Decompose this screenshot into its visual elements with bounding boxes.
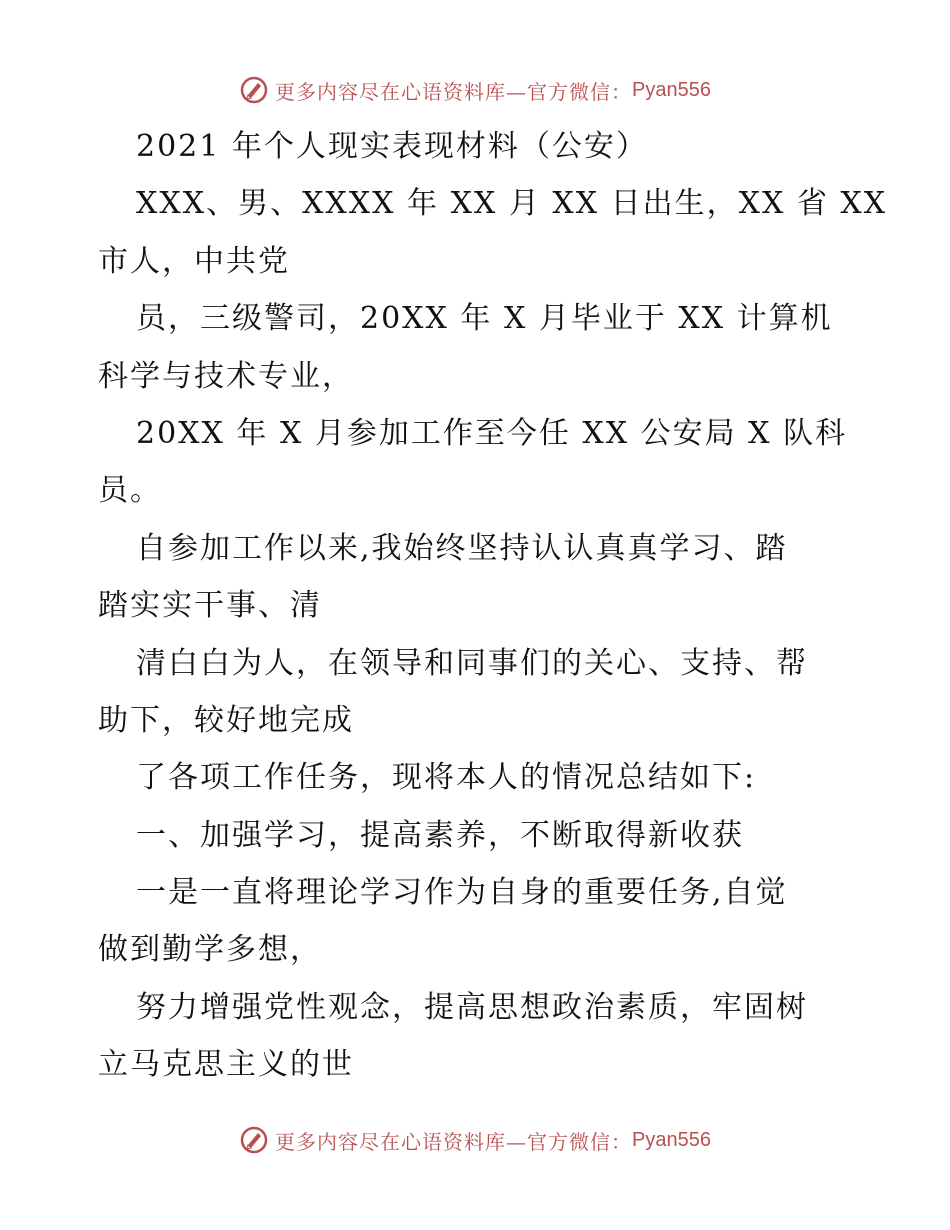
text-line: 20XX 年 X 月参加工作至今任 XX 公安局 X 队科	[136, 415, 848, 451]
text-line: 努力增强党性观念，提高思想政治素质，牢固树	[136, 989, 808, 1025]
text-line: 员。	[98, 473, 162, 509]
text-line: 助下，较好地完成	[98, 702, 354, 738]
text-line: 员，三级警司，20XX 年 X 月毕业于 XX 计算机	[136, 301, 833, 337]
text-line: 一、加强学习，提高素养，不断取得新收获	[136, 817, 744, 853]
watermark-banner-top	[0, 70, 950, 110]
pen-logo-icon	[239, 75, 269, 105]
text-line: 一是一直将理论学习作为自身的重要任务,自觉	[136, 875, 788, 911]
text-line: 自参加工作以来,我始终坚持认认真真学习、踏	[136, 530, 788, 566]
pen-logo-icon	[239, 1125, 269, 1155]
text-line: 立马克思主义的世	[98, 1047, 354, 1083]
document-body	[98, 118, 888, 1094]
text-line: 市人，中共党	[98, 243, 290, 279]
text-line: 踏实实干事、清	[98, 588, 322, 624]
watermark-handle: Pyan556	[632, 1128, 711, 1151]
text-line: 做到勤学多想，	[98, 932, 322, 968]
watermark-text: 更多内容尽在心语资料库—官方微信：	[275, 1129, 633, 1154]
watermark-text: 更多内容尽在心语资料库—官方微信：	[275, 79, 633, 104]
watermark-banner-bottom	[0, 1120, 950, 1160]
watermark-handle: Pyan556	[632, 78, 711, 101]
text-line: 科学与技术专业，	[98, 358, 354, 394]
text-line: 2021 年个人现实表现材料（公安）	[136, 129, 648, 164]
text-line: 清白白为人，在领导和同事们的关心、支持、帮	[136, 645, 808, 681]
text-line: XXX、男、XXXX 年 XX 月 XX 日出生，XX 省 XX	[136, 186, 888, 222]
text-line: 了各项工作任务，现将本人的情况总结如下:	[136, 760, 757, 796]
